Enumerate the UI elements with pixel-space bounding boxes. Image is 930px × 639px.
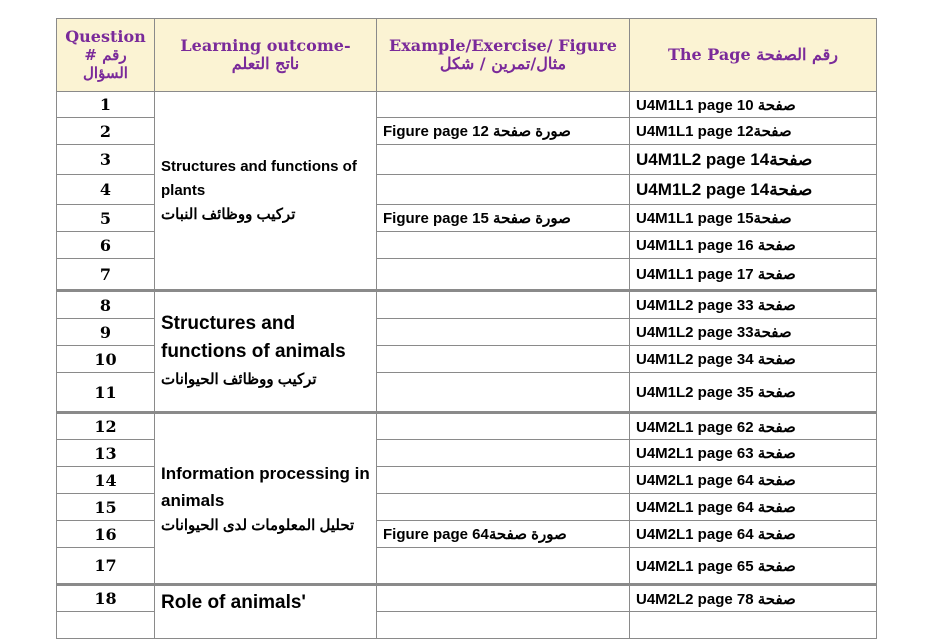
header-question xyxy=(57,19,155,92)
example-cell xyxy=(377,291,630,319)
question-number: 16 xyxy=(57,521,155,548)
page-cell: U4M2L1 page 65 صفحة xyxy=(630,548,877,585)
table-row xyxy=(57,413,877,440)
question-number: 1 xyxy=(57,92,155,118)
header-question-en: Question xyxy=(65,27,146,46)
question-number: 9 xyxy=(57,319,155,346)
page-cell: U4M1L2 page 14صفحة xyxy=(630,175,877,205)
question-number: 8 xyxy=(57,291,155,319)
outcome-role-of-animals xyxy=(155,585,377,639)
question-number: 2 xyxy=(57,118,155,145)
page-cell: U4M1L1 page 12صفحة xyxy=(630,118,877,145)
header-outcome-ar: ناتج التعلم xyxy=(231,54,300,73)
example-cell xyxy=(377,467,630,494)
page-cell: U4M1L2 page 14صفحة xyxy=(630,145,877,175)
question-reference-table xyxy=(56,18,876,639)
header-example-ar: مثال/تمرين / شكل xyxy=(439,54,567,73)
outcome-animals xyxy=(155,291,377,413)
question-number: 15 xyxy=(57,494,155,521)
outcome-ar: تحليل المعلومات لدى الحيوانات xyxy=(161,516,355,534)
page-cell: U4M2L1 page 64 صفحة xyxy=(630,521,877,548)
example-cell xyxy=(377,548,630,585)
header-page-label: The Page رقم الصفحة xyxy=(668,45,838,64)
page-cell: U4M1L2 page 33 صفحة xyxy=(630,291,877,319)
page-cell: U4M2L1 page 64 صفحة xyxy=(630,494,877,521)
example-cell: Figure page 15 صورة صفحة xyxy=(377,205,630,232)
example-cell xyxy=(377,92,630,118)
question-number: 18 xyxy=(57,585,155,612)
page-cell: U4M1L2 page 35 صفحة xyxy=(630,373,877,413)
outcome-ar: تركيب ووظائف الحيوانات xyxy=(161,370,317,388)
outcome-information-processing xyxy=(155,413,377,585)
header-example-en: Example/Exercise/ Figure xyxy=(389,36,617,55)
question-number: 13 xyxy=(57,440,155,467)
page-cell: U4M1L2 page 33صفحة xyxy=(630,319,877,346)
header-outcome xyxy=(155,19,377,92)
outcome-en: Structures and functions of plants xyxy=(161,157,357,199)
page-cell: U4M2L1 page 62 صفحة xyxy=(630,413,877,440)
question-number: 6 xyxy=(57,232,155,259)
question-number: 17 xyxy=(57,548,155,585)
table xyxy=(56,18,877,639)
example-cell xyxy=(377,440,630,467)
outcome-en: Information processing in animals xyxy=(161,463,370,510)
question-number: 7 xyxy=(57,259,155,291)
page-cell xyxy=(630,612,877,639)
header-question-ar2: السؤال xyxy=(83,64,128,82)
header-page xyxy=(630,19,877,92)
outcome-plants xyxy=(155,92,377,291)
page-cell: U4M2L1 page 64 صفحة xyxy=(630,467,877,494)
page-cell: U4M2L1 page 63 صفحة xyxy=(630,440,877,467)
page-cell: U4M2L2 page 78 صفحة xyxy=(630,585,877,612)
question-number xyxy=(57,612,155,639)
page-cell: U4M1L1 page 17 صفحة xyxy=(630,259,877,291)
example-cell xyxy=(377,373,630,413)
example-cell xyxy=(377,259,630,291)
table-row xyxy=(57,291,877,319)
outcome-ar: تركيب ووظائف النبات xyxy=(161,205,296,223)
page-cell: U4M1L1 page 15صفحة xyxy=(630,205,877,232)
example-cell xyxy=(377,494,630,521)
example-cell: Figure page 12 صورة صفحة xyxy=(377,118,630,145)
example-cell xyxy=(377,346,630,373)
outcome-en: Structures and functions of animals xyxy=(161,312,346,362)
example-cell xyxy=(377,612,630,639)
question-number: 11 xyxy=(57,373,155,413)
page-cell: U4M1L1 page 16 صفحة xyxy=(630,232,877,259)
table-row xyxy=(57,92,877,118)
header-row xyxy=(57,19,877,92)
page-cell: U4M1L2 page 34 صفحة xyxy=(630,346,877,373)
example-cell xyxy=(377,145,630,175)
question-number: 10 xyxy=(57,346,155,373)
example-cell: Figure page 64صورة صفحة xyxy=(377,521,630,548)
header-outcome-en: Learning outcome- xyxy=(180,36,351,55)
table-row xyxy=(57,585,877,612)
example-cell xyxy=(377,175,630,205)
header-question-ar1: رقم # xyxy=(84,46,127,64)
example-cell xyxy=(377,319,630,346)
question-number: 14 xyxy=(57,467,155,494)
example-cell xyxy=(377,232,630,259)
example-cell xyxy=(377,585,630,612)
page-cell: U4M1L1 page 10 صفحة xyxy=(630,92,877,118)
header-example xyxy=(377,19,630,92)
example-cell xyxy=(377,413,630,440)
outcome-en: Role of animals' xyxy=(161,592,306,613)
question-number: 5 xyxy=(57,205,155,232)
question-number: 3 xyxy=(57,145,155,175)
question-number: 4 xyxy=(57,175,155,205)
question-number: 12 xyxy=(57,413,155,440)
